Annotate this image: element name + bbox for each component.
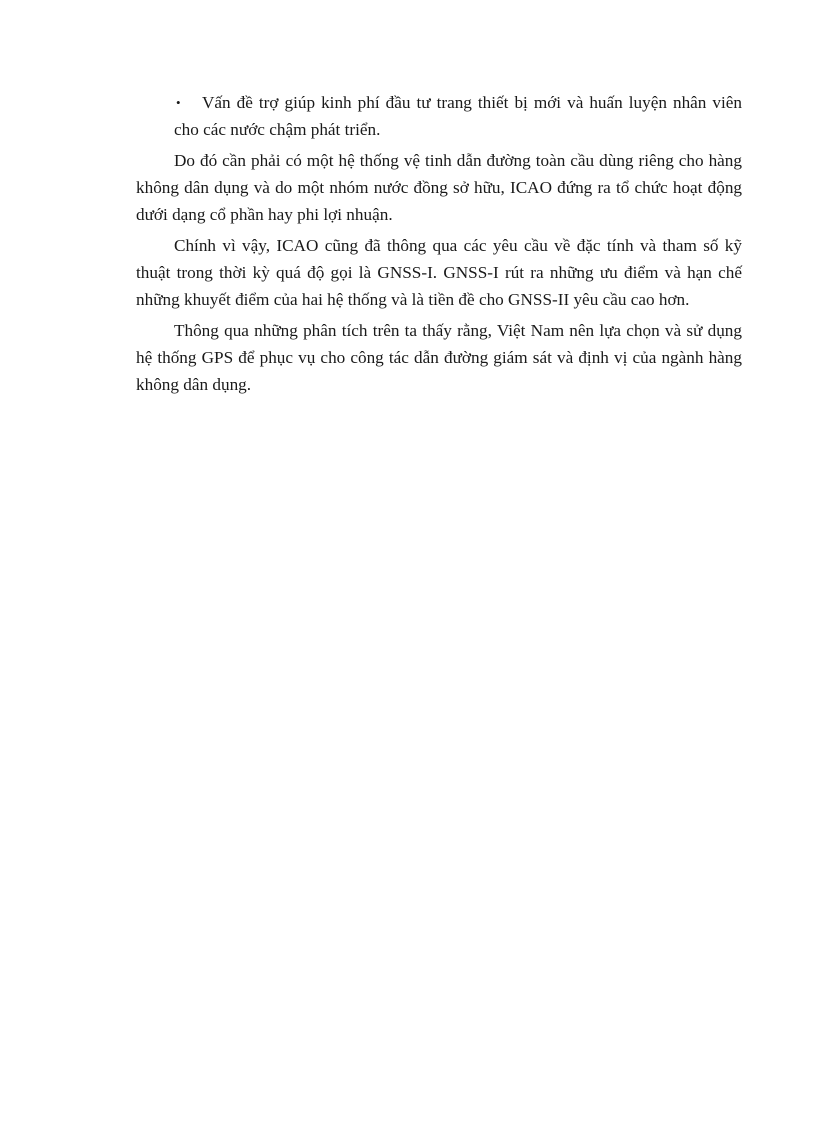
document-body: [136, 89, 742, 402]
paragraph-3: Thông qua những phân tích trên ta thấy rằng, Việt Nam nên lựa chọn và sử dụng hệ thống GPS để phục vụ cho công tác dẫn đường giám sát và định vị của ngành hàng không dân dụng.: [136, 321, 742, 394]
paragraph-1: Do đó cần phải có một hệ thống vệ tinh dẫn đường toàn cầu dùng riêng cho hàng không dân dụng và do một nhóm nước đồng sở hữu, ICAO đứng ra tổ chức hoạt động dưới dạng cổ phần hay phi lợi nhuận.: [136, 151, 742, 224]
bullet-text: Vấn đề trợ giúp kinh phí đầu tư trang thiết bị mới và huấn luyện nhân viên cho các nước chậm phát triển.: [174, 93, 742, 139]
bullet-item: [136, 89, 742, 143]
bullet-icon: •: [176, 95, 181, 110]
paragraph-2: Chính vì vậy, ICAO cũng đã thông qua các yêu cầu về đặc tính và tham số kỹ thuật trong thời kỳ quá độ gọi là GNSS-I. GNSS-I rút ra những ưu điểm và hạn chế những khuyết điểm của hai hệ thống và là tiền đề cho GNSS-II yêu cầu cao hơn.: [136, 236, 742, 309]
